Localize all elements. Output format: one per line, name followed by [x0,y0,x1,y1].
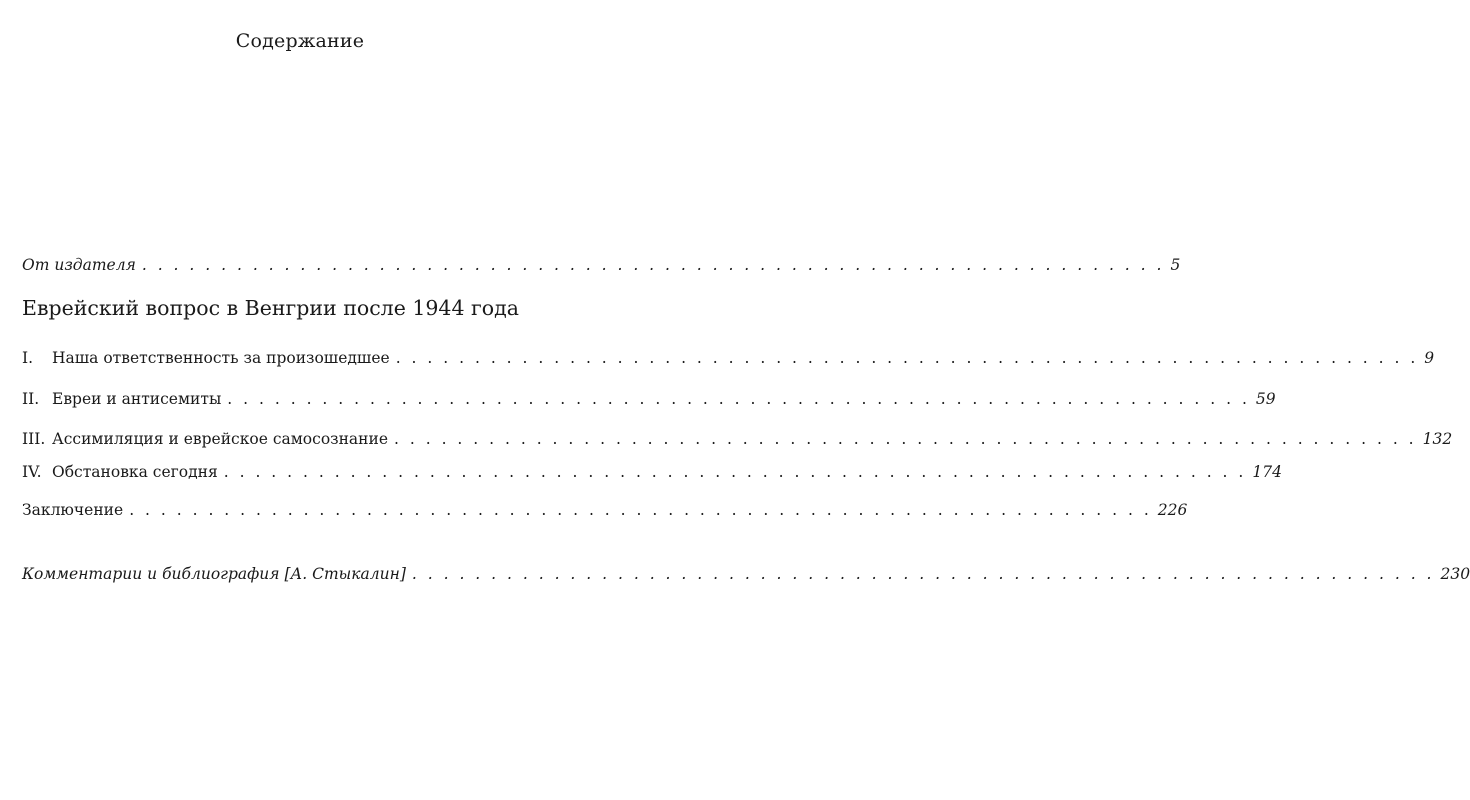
toc-entry-label: От издателя [22,256,136,274]
toc-chapter-number: I. [22,349,34,367]
toc-leader-dots: . . . . . . . . . . . . . . . . . . . . . . . . . . . . . . . . . . . . . . . . . . . . . . . . . . . . . . . . . . . . . . . . . [141,256,1165,274]
toc-page-number: 226 [1157,501,1188,519]
toc-leader-dots: . . . . . . . . . . . . . . . . . . . . . . . . . . . . . . . . . . . . . . . . . . . . . . . . . . . . . . . . . . . . . . . . . [395,349,1419,367]
toc-chapter-number: II. [22,390,40,408]
toc-chapter-number: IV. [22,463,42,481]
toc-entry-chapter-3 [22,430,1453,448]
toc-entry-chapter-1 [22,349,1435,367]
toc-entry-label: Евреи и антисемиты [52,390,222,408]
toc-entry-publisher [22,256,1181,274]
toc-page-number: 174 [1252,463,1282,481]
toc-leader-dots: . . . . . . . . . . . . . . . . . . . . . . . . . . . . . . . . . . . . . . . . . . . . . . . . . . . . . . . . . . . . . . . . . [411,565,1435,583]
toc-entry-chapter-4 [22,463,1282,481]
toc-entry-label: Ассимиляция и еврейское самосознание [52,430,389,448]
toc-entry-commentary [22,565,1470,583]
section-heading: Еврейский вопрос в Венгрии после 1944 года [22,296,519,320]
toc-page-number: 132 [1422,430,1453,448]
toc-entry-label: Комментарии и библиография [А. Стыкалин] [22,565,406,583]
toc-leader-dots: . . . . . . . . . . . . . . . . . . . . . . . . . . . . . . . . . . . . . . . . . . . . . . . . . . . . . . . . . . . . . . . . . [394,430,1417,448]
toc-leader-dots: . . . . . . . . . . . . . . . . . . . . . . . . . . . . . . . . . . . . . . . . . . . . . . . . . . . . . . . . . . . . . . . . . [223,463,1247,481]
toc-entry-label: Обстановка сегодня [52,463,218,481]
toc-page-number: 5 [1170,256,1181,274]
toc-page-number: 9 [1424,349,1435,367]
toc-entry-conclusion [22,501,1188,519]
toc-leader-dots: . . . . . . . . . . . . . . . . . . . . . . . . . . . . . . . . . . . . . . . . . . . . . . . . . . . . . . . . . . . . . . . . . [129,501,1152,519]
toc-page-number: 59 [1255,390,1276,408]
toc-page-number: 230 [1440,565,1470,583]
toc-entry-label: Заключение [22,501,124,519]
toc-entry-label: Наша ответственность за произошедшее [52,349,390,367]
toc-chapter-number: III. [22,430,46,448]
toc-entry-chapter-2 [22,390,1276,408]
toc-leader-dots: . . . . . . . . . . . . . . . . . . . . . . . . . . . . . . . . . . . . . . . . . . . . . . . . . . . . . . . . . . . . . . . . . [227,390,1250,408]
page-title: Содержание [235,30,365,52]
